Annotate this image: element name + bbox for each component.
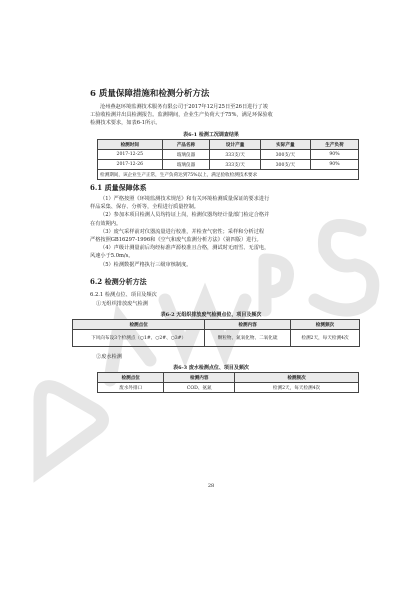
table-cell: 颗粒物、氮氧化物、二氧化硫: [205, 330, 291, 347]
table-cell: 2017-12-26: [98, 160, 163, 170]
table-row: [98, 383, 359, 393]
body-line: （5）检测数据严格执行三级审核制度。: [100, 261, 192, 268]
table-cell: 90%: [310, 160, 358, 170]
subsection-6-2-1: 6.2.1 检测点位、项目及频次: [90, 292, 157, 298]
intro-line: 沧州燕赵环境监测技术服务有限公司于2017年12月25日至26日进行了竣: [100, 104, 268, 110]
table-header: 设计产量: [210, 140, 260, 150]
table-header: 生产负荷: [310, 140, 358, 150]
table-cell: 333支/天: [210, 150, 260, 160]
body-line: （4）声级计测量前后均经标准声源校准且合格，测试时无雨雪、无雷电，: [100, 245, 270, 252]
section-6-2-title: 6.2 检测分析方法: [90, 277, 147, 286]
table-cell: 2017-12-25: [98, 150, 163, 160]
table-cell: 检测2天，每天检测4次: [290, 330, 359, 347]
table1-caption: 表6-1 检测工况调查结果: [183, 132, 239, 138]
body-line: （1）严格按照《环境监测技术规范》和有关环境检测质量保证的要求进行: [100, 196, 270, 202]
body-line: 样品采集、保存、分析等，全程进行质量控制。: [90, 204, 199, 211]
table-cell: COD、氨氮: [164, 383, 235, 393]
table-cell: 300支/天: [260, 160, 310, 170]
table-header: 检测内容: [205, 320, 291, 330]
table-wastewater: [97, 372, 359, 393]
sub-heading-exhaust: ①无组织排放废气检测: [96, 301, 148, 307]
table-row: [73, 330, 360, 347]
table-cell: 检测2天，每天检测4次: [235, 383, 359, 393]
section-6-1-body: [90, 195, 362, 269]
table-note-row: [98, 170, 359, 180]
page-number: 28: [207, 483, 215, 489]
body-line: 在有效期内。: [90, 220, 122, 227]
table-row: [98, 150, 359, 160]
body-line: 严格按照GB16297-1996和《空气和废气监测分析方法》（第四版）进行。: [90, 237, 262, 244]
body-line: （3）废气采样前对仪器流量进行校准，并检查气密性；采样和分析过程: [100, 228, 265, 235]
body-line: （2）参加本项目检测人员均持证上岗，检测仪器均经计量部门检定合格并: [100, 212, 270, 219]
table-cell: 333支/天: [210, 160, 260, 170]
table-cell: 玻璃仪器: [162, 150, 210, 160]
table-note: 检测期间，该企业生产正常，生产负荷达到75%以上，满足验收检测技术要求: [98, 170, 359, 180]
table-header: 实际产量: [260, 140, 310, 150]
table-cell: 300支/天: [260, 150, 310, 160]
sub-heading-wastewater: ②废水检测: [96, 354, 122, 360]
body-line: 风速小于5.0m/s。: [90, 253, 134, 260]
section-title: 6 质量保障措施和检测分析方法: [90, 89, 210, 99]
intro-line: 工验收检测并出具检测报告。监测期间，企业生产负荷大于75%，满足环保验收: [90, 112, 273, 119]
intro-line: 检测技术要求，如表6-1所示。: [90, 120, 161, 127]
table-header: 检测频次: [235, 373, 359, 383]
table-header: 检测频次: [290, 320, 359, 330]
table-cell: 废水外排口: [98, 383, 164, 393]
table-header: 检测内容: [164, 373, 235, 383]
table-header: 检测点位: [73, 320, 205, 330]
table-workload: [97, 139, 359, 180]
section-6-1-title: 6.1 质量保障体系: [90, 183, 147, 192]
table-header: 检测点位: [98, 373, 164, 383]
table-cell: 玻璃仪器: [162, 160, 210, 170]
table-cell: 下风向布设3个检测点（○1#、○2#、○3#）: [73, 330, 205, 347]
table-row: [98, 160, 359, 170]
table2-caption: 表6-2 无组织排放废气检测点位、项目及频次: [160, 312, 262, 318]
table3-caption: 表6-3 废水检测点位、项目及频次: [173, 365, 249, 371]
table-exhaust: [72, 319, 360, 347]
table-header: 检测时间: [98, 140, 163, 150]
table-cell: 90%: [310, 150, 358, 160]
table-header: 产品名称: [162, 140, 210, 150]
document-page: [60, 55, 362, 525]
intro-paragraph: [90, 103, 362, 128]
